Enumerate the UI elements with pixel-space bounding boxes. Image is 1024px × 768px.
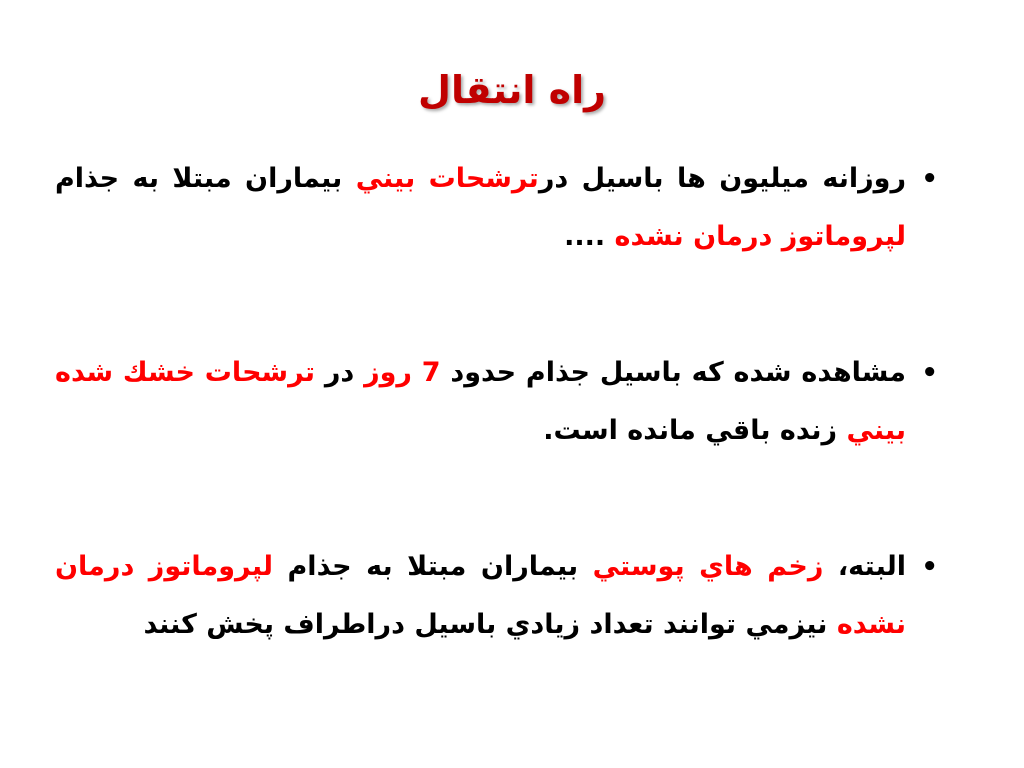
bullet-text: البته،	[823, 551, 906, 582]
bullet-emphasis: ترشحات خشك شده بيني	[55, 357, 906, 446]
bullet-emphasis: 7 روز	[364, 357, 441, 388]
bullet-dot-icon: •	[921, 358, 938, 388]
slide-title: راه انتقال	[418, 68, 606, 112]
bullet-item	[55, 344, 940, 460]
bullet-list	[55, 150, 940, 732]
bullet-text: در	[315, 357, 365, 388]
bullet-item	[55, 538, 940, 654]
bullet-emphasis: لپروماتوز درمان نشده	[55, 551, 906, 640]
bullet-text: نيزمي توانند تعداد زيادي باسيل دراطراف پخش كنند	[143, 609, 837, 640]
bullet-text: زنده باقي مانده است.	[543, 415, 847, 446]
bullet-emphasis: لپروماتوز درمان نشده	[614, 221, 906, 252]
bullet-emphasis: زخم هاي پوستي	[592, 551, 824, 582]
bullet-text: بيماران مبتلا به جذام	[55, 163, 356, 194]
bullet-dot-icon: •	[921, 552, 938, 582]
bullet-emphasis: ترشحات بيني	[355, 163, 539, 194]
bullet-text: مشاهده شده كه باسيل جذام حدود	[440, 357, 906, 388]
bullet-item	[55, 150, 940, 266]
bullet-text: روزانه ميليون ها باسيل در	[538, 163, 906, 194]
bullet-dot-icon: •	[921, 164, 938, 194]
bullet-text: بيماران مبتلا به جذام	[273, 551, 593, 582]
bullet-text: ....	[564, 221, 615, 252]
